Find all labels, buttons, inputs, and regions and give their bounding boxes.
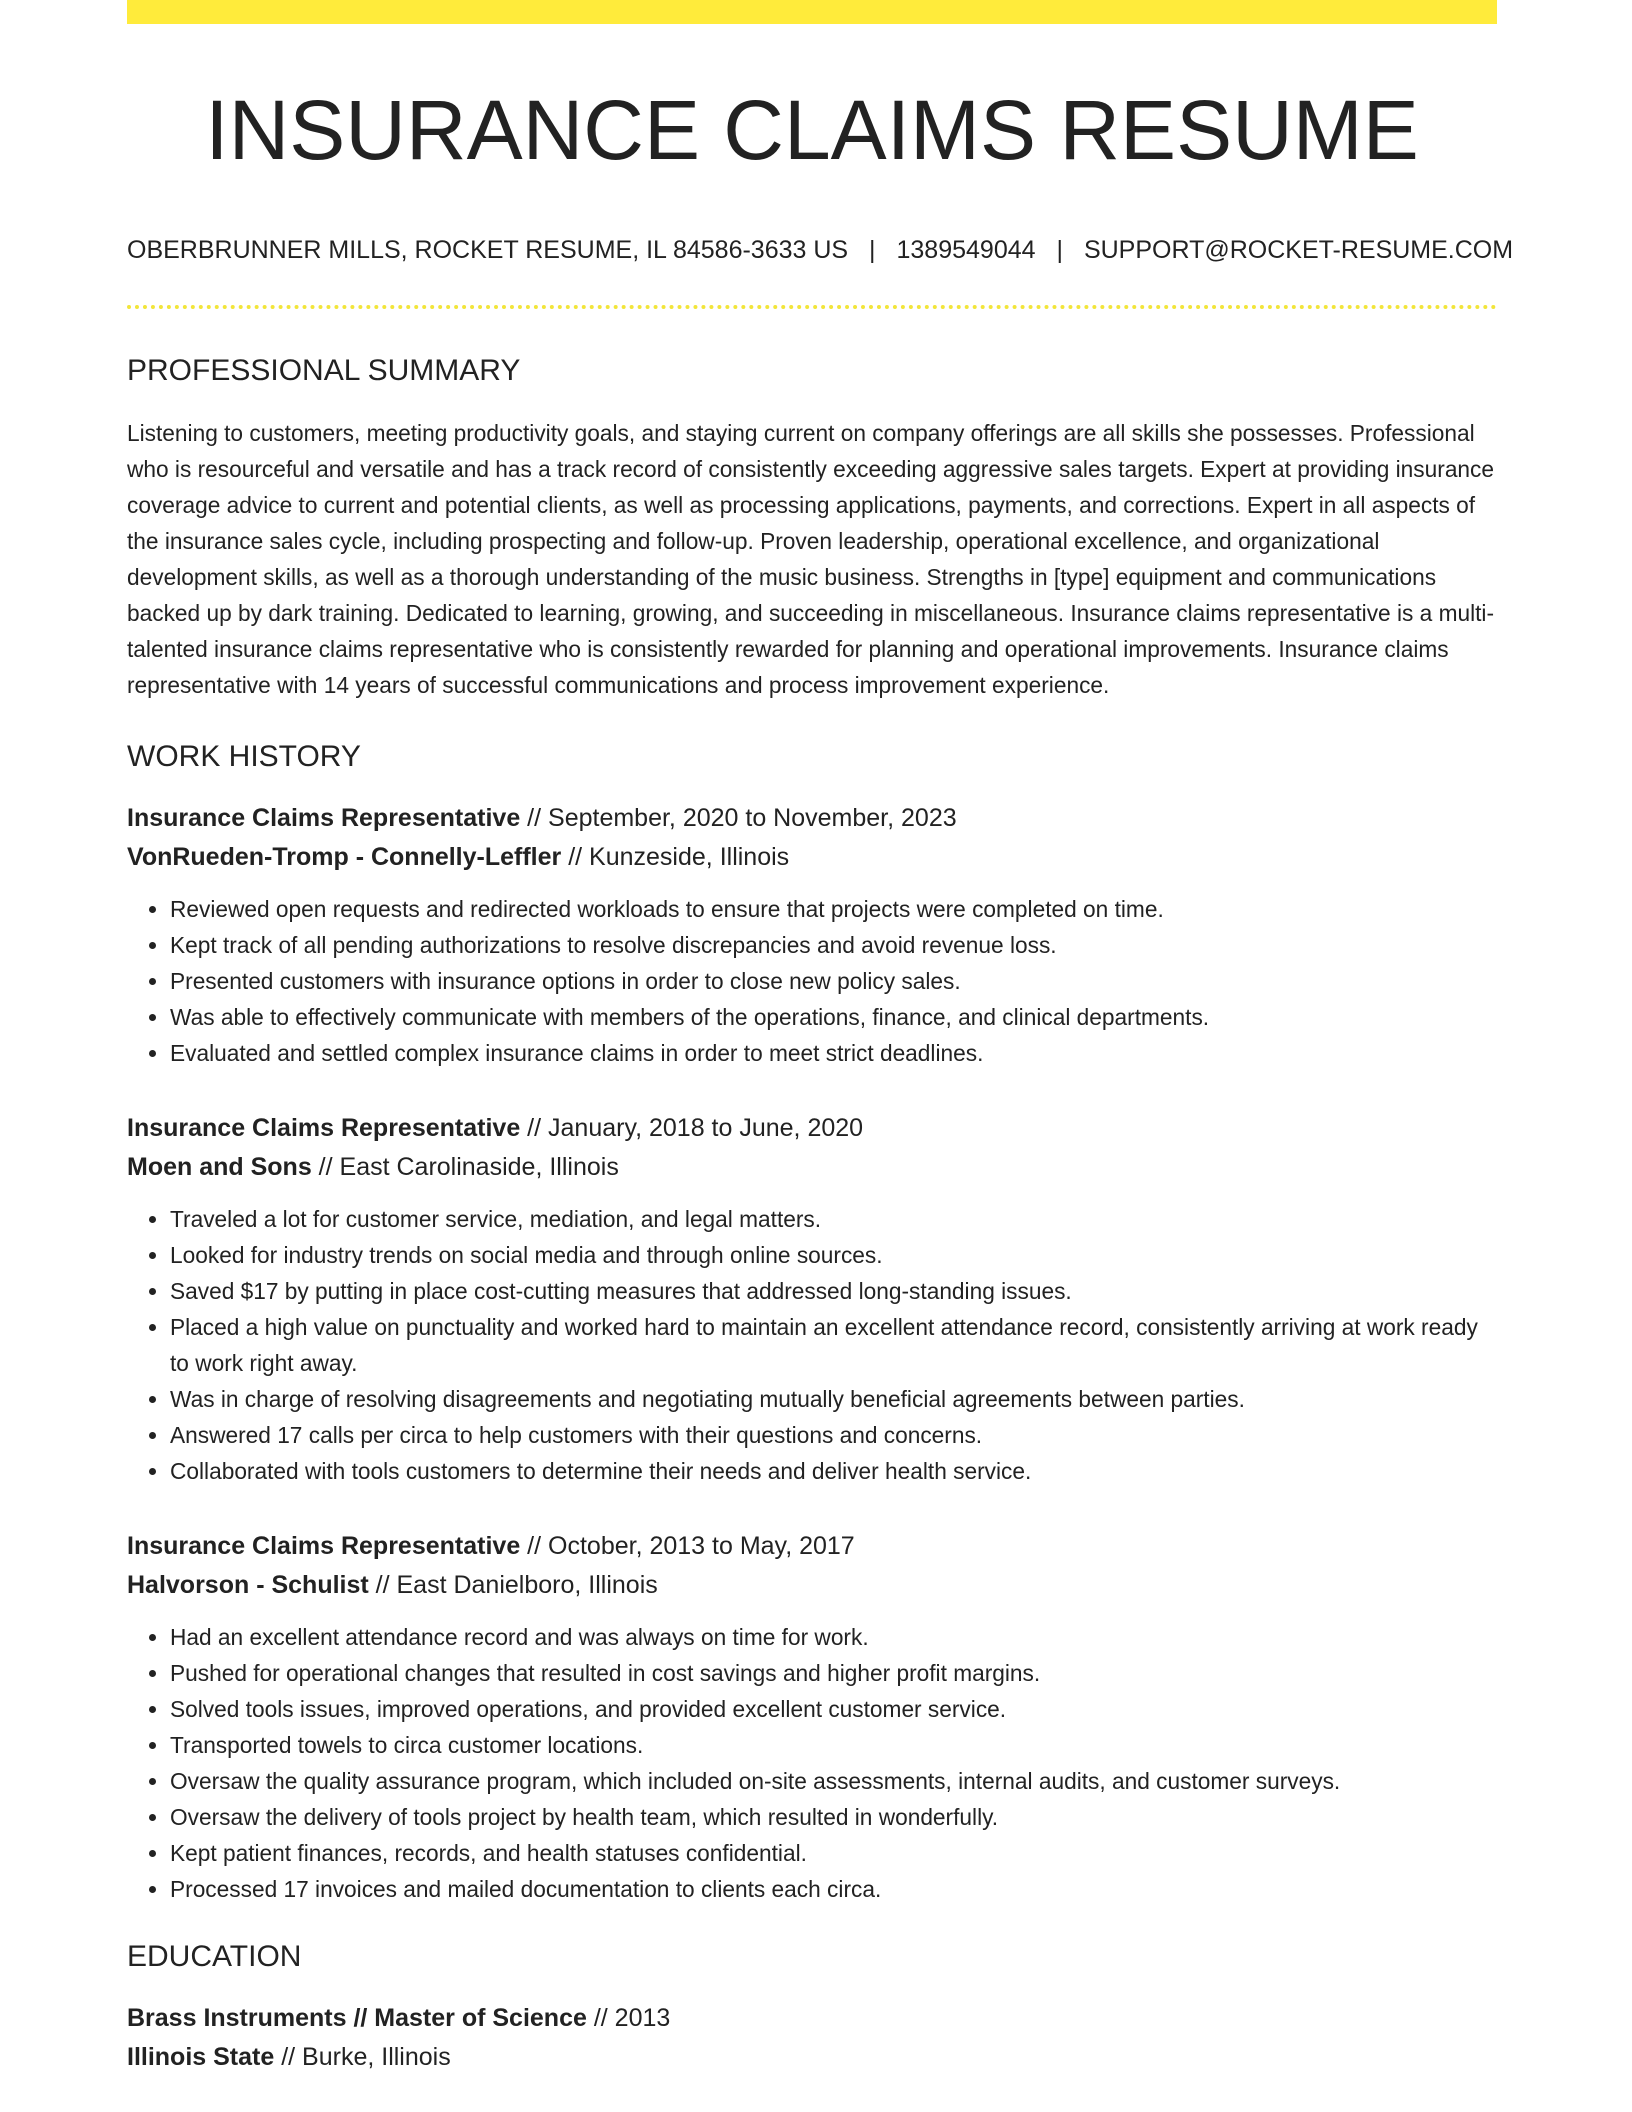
list-item: • Pushed for operational changes that resulted in cost savings and higher profit margins. [170, 1655, 1497, 1691]
company-location: // East Carolinaside, Illinois [311, 1152, 619, 1181]
list-item: • Had an excellent attendance record and was always on time for work. [170, 1619, 1497, 1655]
job-dates: // September, 2020 to November, 2023 [520, 803, 957, 832]
job-title: Insurance Claims Representative [127, 1531, 521, 1560]
job-entry [127, 1527, 1497, 1907]
job-entry [127, 1109, 1497, 1489]
graduation-year: // 2013 [586, 2003, 671, 2032]
resume-page [127, 0, 1514, 2077]
summary-text: Listening to customers, meeting productivity goals, and staying current on company offerings are all skills she possesses. Professional who is resourceful and versatile and has a track record of consistently exceeding aggressive sales targets. Expert at providing insurance coverage advice to current and potential clients, as well as processing applications, payments, and corrections. Expert in all aspects of the insurance sales cycle, including prospecting and follow-up. Proven leadership, operational excellence, and organizational development skills, as well as a thorough understanding of the music business. Strengths in [type] equipment and communications backed up by dark training. Dedicated to learning, growing, and succeeding in miscellaneous. Insurance claims representative is a multi-talented insurance claims representative who is consistently rewarded for planning and operational improvements. Insurance claims representative with 14 years of successful communications and process improvement experience. [127, 419, 1495, 698]
list-item: • Was in charge of resolving disagreements and negotiating mutually beneficial agreements between parties. [170, 1381, 1497, 1417]
summary-heading: PROFESSIONAL SUMMARY [127, 353, 521, 387]
list-item: • Transported towels to circa customer locations. [170, 1727, 1497, 1763]
job-title-line [127, 1109, 1497, 1148]
list-item: • Processed 17 invoices and mailed documentation to clients each circa. [170, 1871, 1497, 1907]
job-bullets [127, 891, 1497, 1071]
list-item: • Oversaw the quality assurance program, which included on-site assessments, internal audits, and customer surveys. [170, 1763, 1497, 1799]
contact-line [127, 234, 1514, 267]
list-item: • Traveled a lot for customer service, mediation, and legal matters. [170, 1201, 1497, 1237]
list-item: • Solved tools issues, improved operations, and provided excellent customer service. [170, 1691, 1497, 1727]
list-item: • Looked for industry trends on social media and through online sources. [170, 1237, 1497, 1273]
job-bullets [127, 1619, 1497, 1907]
company-location: // East Danielboro, Illinois [368, 1570, 658, 1599]
list-item: • Answered 17 calls per circa to help customers with their questions and concerns. [170, 1417, 1497, 1453]
list-item: • Kept track of all pending authorizations to resolve discrepancies and avoid revenue loss. [170, 927, 1497, 963]
work-history-heading: WORK HISTORY [127, 739, 361, 773]
list-item: • Kept patient finances, records, and health statuses confidential. [170, 1835, 1497, 1871]
list-item: • Was able to effectively communicate with members of the operations, finance, and clinical departments. [170, 999, 1497, 1035]
job-dates: // October, 2013 to May, 2017 [520, 1531, 855, 1560]
company-line [127, 1148, 1497, 1187]
divider [127, 305, 1497, 309]
contact-separator: | [1056, 236, 1063, 265]
resume-title: INSURANCE CLAIMS RESUME [205, 83, 1419, 177]
contact-email: SUPPORT@ROCKET-RESUME.COM [1083, 236, 1514, 265]
list-item: • Presented customers with insurance options in order to close new policy sales. [170, 963, 1497, 999]
list-item: • Collaborated with tools customers to determine their needs and deliver health service. [170, 1453, 1497, 1489]
accent-bar [127, 0, 1497, 24]
school-line [127, 2038, 1497, 2077]
school-name: Illinois State [127, 2042, 275, 2071]
job-title: Insurance Claims Representative [127, 1113, 521, 1142]
work-history-list [127, 799, 1497, 1907]
job-entry [127, 799, 1497, 1071]
list-item: • Evaluated and settled complex insurance claims in order to meet strict deadlines. [170, 1035, 1497, 1071]
job-bullets [127, 1201, 1497, 1489]
company-location: // Kunzeside, Illinois [561, 842, 790, 871]
degree: Brass Instruments // Master of Science [127, 2003, 587, 2032]
education-heading: EDUCATION [127, 1939, 302, 1973]
list-item: • Oversaw the delivery of tools project by health team, which resulted in wonderfully. [170, 1799, 1497, 1835]
job-dates: // January, 2018 to June, 2020 [520, 1113, 864, 1142]
company-name: Halvorson - Schulist [127, 1570, 369, 1599]
list-item: • Saved $17 by putting in place cost-cutting measures that addressed long-standing issues. [170, 1273, 1497, 1309]
list-item: • Reviewed open requests and redirected workloads to ensure that projects were completed on time. [170, 891, 1497, 927]
company-line [127, 838, 1497, 877]
list-item: • Placed a high value on punctuality and worked hard to maintain an excellent attendance record, consistently arriving at work ready to work right away. [170, 1309, 1497, 1381]
school-location: // Burke, Illinois [274, 2042, 451, 2071]
job-title-line [127, 799, 1497, 838]
job-title-line [127, 1527, 1497, 1566]
company-line [127, 1566, 1497, 1605]
job-title: Insurance Claims Representative [127, 803, 521, 832]
contact-address: OBERBRUNNER MILLS, ROCKET RESUME, IL 84586-3633 US [127, 236, 849, 265]
education-entry [127, 1999, 1497, 2077]
company-name: Moen and Sons [127, 1152, 312, 1181]
contact-separator: | [869, 236, 876, 265]
degree-line [127, 1999, 1497, 2038]
contact-phone: 1389549044 [896, 236, 1036, 265]
company-name: VonRueden-Tromp - Connelly-Leffler [127, 842, 562, 871]
